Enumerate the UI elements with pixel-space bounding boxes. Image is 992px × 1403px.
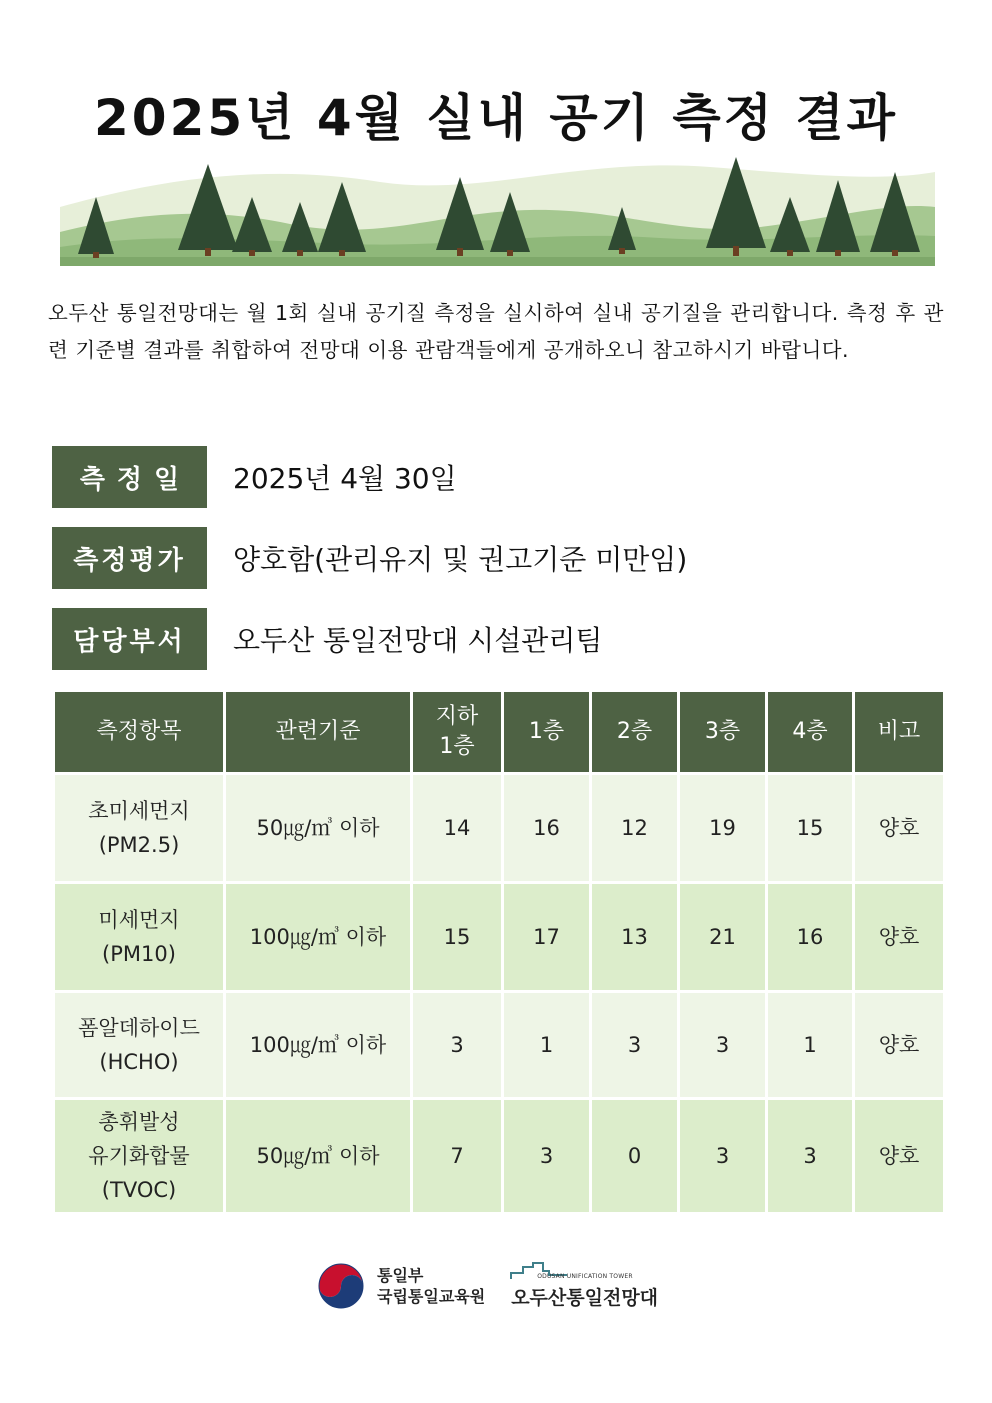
floor-2-value: 3 bbox=[592, 993, 677, 1097]
floor-3-value: 21 bbox=[680, 884, 765, 990]
table-row bbox=[55, 884, 943, 990]
item-name: 미세먼지 (PM10) bbox=[55, 884, 223, 990]
floor-1-value: 1 bbox=[504, 993, 589, 1097]
item-name: 폼알데하이드 (HCHO) bbox=[55, 993, 223, 1097]
standard-value: 100㎍/㎥ 이하 bbox=[226, 884, 410, 990]
header-floor-3: 3층 bbox=[680, 692, 765, 772]
basement-1-value: 14 bbox=[413, 775, 501, 881]
tower-logo bbox=[509, 1261, 667, 1311]
floor-1-value: 17 bbox=[504, 884, 589, 990]
tower-korean-name: 오두산통일전망대 bbox=[511, 1287, 659, 1309]
floor-3-value: 3 bbox=[680, 1100, 765, 1212]
floor-2-value: 13 bbox=[592, 884, 677, 990]
floor-4-value: 15 bbox=[768, 775, 852, 881]
date-value: 2025년 4월 30일 bbox=[233, 462, 457, 495]
evaluation-label: 측정평가 bbox=[52, 527, 207, 589]
korea-taegeuk-logo-icon bbox=[317, 1262, 365, 1310]
standard-value: 100㎍/㎥ 이하 bbox=[226, 993, 410, 1097]
department-label: 담당부서 bbox=[52, 608, 207, 670]
info-row-evaluation bbox=[52, 527, 687, 589]
date-label: 측정일 bbox=[52, 446, 207, 508]
header-note: 비고 bbox=[855, 692, 943, 772]
floor-3-value: 3 bbox=[680, 993, 765, 1097]
note-value: 양호 bbox=[855, 993, 943, 1097]
floor-2-value: 0 bbox=[592, 1100, 677, 1212]
header-floor-4: 4층 bbox=[768, 692, 852, 772]
header-standard: 관련기준 bbox=[226, 692, 410, 772]
standard-value: 50㎍/㎥ 이하 bbox=[226, 775, 410, 881]
evaluation-value: 양호함(관리유지 및 권고기준 미만임) bbox=[233, 543, 688, 576]
floor-4-value: 16 bbox=[768, 884, 852, 990]
department-value: 오두산 통일전망대 시설관리팀 bbox=[233, 624, 603, 657]
ministry-line-1: 통일부 bbox=[377, 1266, 424, 1285]
note-value: 양호 bbox=[855, 884, 943, 990]
tower-english-name: ODUSAN UNIFICATION TOWER bbox=[537, 1273, 633, 1280]
header-item: 측정항목 bbox=[55, 692, 223, 772]
header-floor-1: 1층 bbox=[504, 692, 589, 772]
header-basement-1: 지하 1층 bbox=[413, 692, 501, 772]
info-row-date bbox=[52, 446, 457, 508]
intro-paragraph: 오두산 통일전망대는 월 1회 실내 공기질 측정을 실시하여 실내 공기질을 관리합니다. 측정 후 관련 기준별 결과를 취합하여 전망대 이용 관람객들에게 공개하오니 참고하시기 바랍니다. bbox=[48, 301, 944, 362]
floor-1-value: 3 bbox=[504, 1100, 589, 1212]
forest-banner-image bbox=[60, 152, 935, 266]
page-title: 2025년 4월 실내 공기 측정 결과 bbox=[94, 89, 898, 147]
item-name: 총휘발성 유기화합물 (TVOC) bbox=[55, 1100, 223, 1212]
table-row bbox=[55, 775, 943, 881]
floor-2-value: 12 bbox=[592, 775, 677, 881]
floor-3-value: 19 bbox=[680, 775, 765, 881]
header-floor-2: 2층 bbox=[592, 692, 677, 772]
footer-logos bbox=[317, 1258, 667, 1314]
item-name: 초미세먼지 (PM2.5) bbox=[55, 775, 223, 881]
ministry-line-2: 국립통일교육원 bbox=[377, 1287, 486, 1306]
info-row-department bbox=[52, 608, 602, 670]
standard-value: 50㎍/㎥ 이하 bbox=[226, 1100, 410, 1212]
table-header-row bbox=[55, 692, 943, 772]
floor-4-value: 1 bbox=[768, 993, 852, 1097]
table-row bbox=[55, 993, 943, 1097]
air-quality-table bbox=[52, 689, 946, 1215]
floor-1-value: 16 bbox=[504, 775, 589, 881]
table-row bbox=[55, 1100, 943, 1212]
note-value: 양호 bbox=[855, 1100, 943, 1212]
basement-1-value: 15 bbox=[413, 884, 501, 990]
note-value: 양호 bbox=[855, 775, 943, 881]
basement-1-value: 7 bbox=[413, 1100, 501, 1212]
basement-1-value: 3 bbox=[413, 993, 501, 1097]
floor-4-value: 3 bbox=[768, 1100, 852, 1212]
ministry-name bbox=[377, 1265, 485, 1307]
